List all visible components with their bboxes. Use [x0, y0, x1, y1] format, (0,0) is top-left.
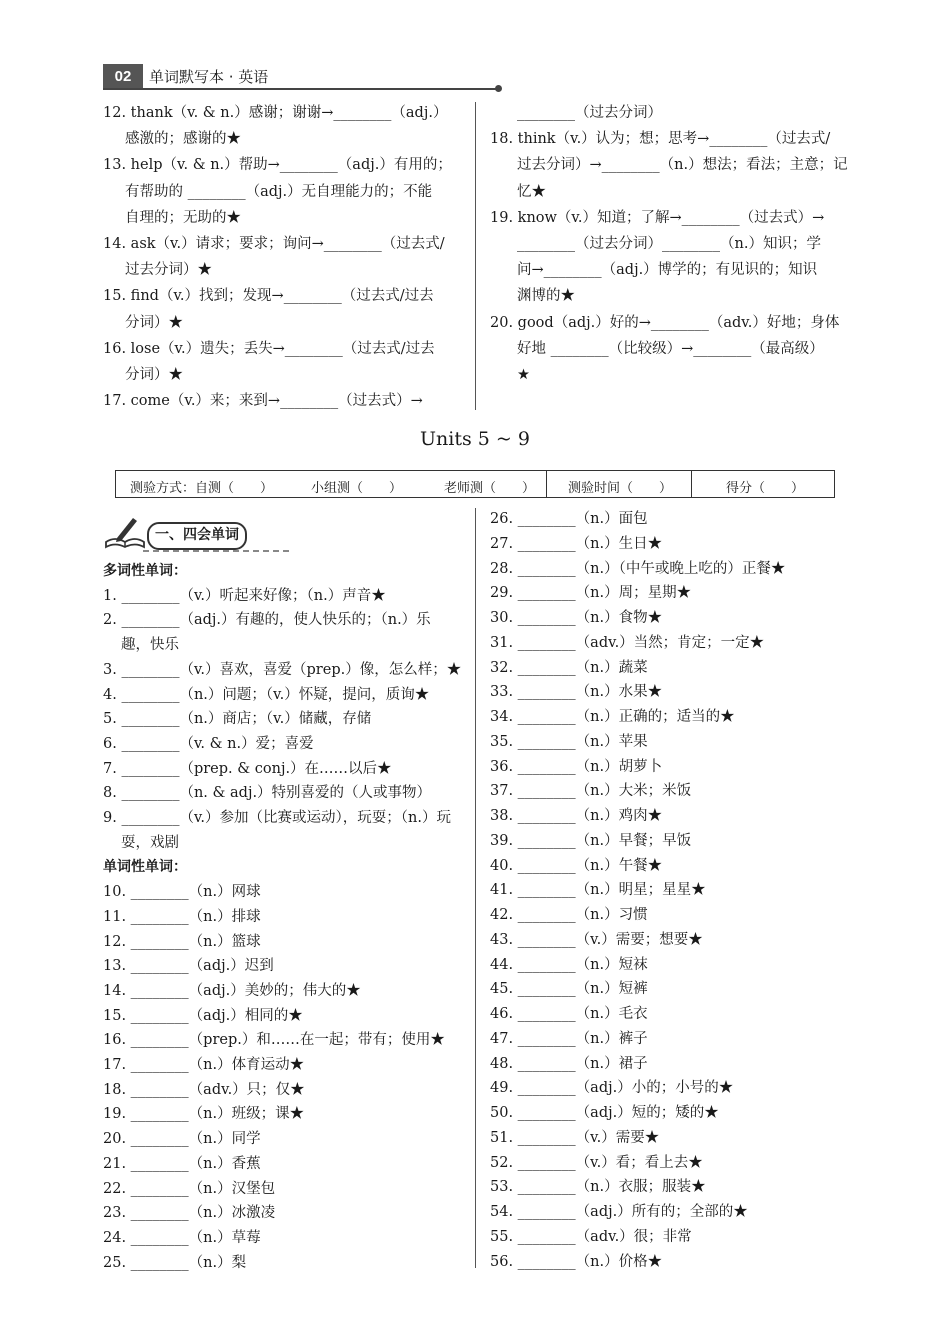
vocab-item: 10. ________（n.）网球 [103, 884, 261, 901]
book-pen-icon [103, 516, 149, 550]
vocab-item: 25. ________（n.）梨 [103, 1254, 247, 1271]
vocab-item: 51. ________（v.）需要★ [490, 1129, 660, 1146]
vocab-item: 41. ________（n.）明星；星星★ [490, 882, 706, 899]
vocab-line: 过去分词）→________（n.）想法；看法；主意；记 [517, 157, 848, 174]
vocab-line: 有帮助的 ________（adj.）无自理能力的；不能 [125, 183, 433, 200]
vocab-item: 42. ________（n.）习惯 [490, 907, 648, 923]
section-title: 一、四会单词 [147, 522, 247, 550]
vocab-item: 34. ________（n.）正确的；适当的★ [490, 709, 735, 725]
vocab-item: 53. ________（n.）衣服；服装★ [490, 1179, 706, 1196]
vocab-item: 27. ________（n.）生日★ [490, 535, 663, 552]
vocab-item: 32. ________（n.）蔬菜 [490, 659, 648, 676]
vocab-item: 21. ________（n.）香蕉 [103, 1155, 261, 1172]
book-title: 单词默写本 · 英语 [149, 68, 269, 86]
vocab-item: 40. ________（n.）午餐★ [490, 857, 663, 874]
vocab-line: ★ [517, 367, 530, 383]
vocab-line: 感激的；感谢的★ [125, 131, 241, 148]
multi-pos-heading: 多词性单词： [103, 563, 187, 579]
vocab-item: 39. ________（n.）早餐；早饭 [490, 832, 692, 849]
vocab-item: 35. ________（n.）苹果 [490, 733, 648, 750]
vocab-item: 15. ________（adj.）相同的★ [103, 1007, 303, 1024]
page-number: 02 [103, 64, 143, 88]
vocab-item: 28. ________（n.）（中午或晚上吃的）正餐★ [490, 560, 786, 577]
vocab-item: 18. ________（adv.）只；仅★ [103, 1081, 305, 1098]
vocab-item: 8. ________（n. & adj.）特别喜爱的（人或事物） [103, 785, 432, 802]
test-method-group: 小组测（ ） [311, 481, 403, 496]
vocab-item: 31. ________（adv.）当然；肯定；一定★ [490, 634, 765, 651]
section-heading [103, 516, 239, 554]
vocab-line: 17. come（v.）来；来到→________（过去式）→ [103, 393, 423, 410]
vocab-item: 44. ________（n.）短袜 [490, 956, 648, 973]
vocab-item: 56. ________（n.）价格★ [490, 1253, 663, 1270]
vocab-item: 45. ________（n.）短裤 [490, 981, 648, 998]
vocab-line: 分词）★ [125, 367, 183, 383]
vocab-item: 3. ________（v.）喜欢，喜爱（prep.）像，怎么样；★ [103, 661, 462, 678]
vocab-line: 19. know（v.）知道；了解→________（过去式）→ [490, 209, 825, 226]
header-rule-dot [495, 85, 502, 92]
vocab-item: 6. ________（v. & n.）爱；喜爱 [103, 735, 314, 752]
vocab-line: 13. help（v. & n.）帮助→________（adj.）有用的； [103, 157, 452, 174]
test-time: 测验时间（ ） [568, 481, 673, 496]
vocab-item: 55. ________（adv.）很；非常 [490, 1228, 692, 1245]
vocab-item: 37. ________（n.）大米；米饭 [490, 783, 692, 800]
column-divider-top [475, 102, 476, 410]
vocab-item: 43. ________（v.）需要；想要★ [490, 931, 703, 948]
vocab-item: 47. ________（n.）裤子 [490, 1030, 648, 1047]
vocab-item: 16. ________（prep.）和……在一起；带有；使用★ [103, 1032, 445, 1049]
vocab-item: 趣，快乐 [121, 637, 179, 654]
column-divider-bottom [475, 508, 476, 1268]
vocab-line: 20. good（adj.）好的→________（adv.）好地；身体 [490, 314, 840, 331]
test-method-teacher: 老师测（ ） [444, 481, 536, 496]
vocab-item: 50. ________（adj.）短的；矮的★ [490, 1105, 719, 1121]
vocab-line: 过去分词）★ [125, 262, 212, 279]
vocab-item: 38. ________（n.）鸡肉★ [490, 808, 663, 824]
vocab-item: 17. ________（n.）体育运动★ [103, 1057, 305, 1073]
vocab-item: 11. ________（n.）排球 [103, 908, 261, 925]
vocab-item: 14. ________（adj.）美妙的；伟大的★ [103, 982, 361, 999]
vocab-item: 46. ________（n.）毛衣 [490, 1006, 648, 1022]
vocab-item: 4. ________（n.）问题；（v.）怀疑，提问，质询★ [103, 686, 430, 703]
vocab-item: 52. ________（v.）看；看上去★ [490, 1154, 703, 1171]
vocab-item: 30. ________（n.）食物★ [490, 610, 663, 626]
vocab-line: 14. ask（v.）请求；要求；询问→________（过去式/ [103, 236, 445, 252]
vocab-item: 12. ________（n.）篮球 [103, 933, 261, 950]
vocab-item: 48. ________（n.）裙子 [490, 1055, 648, 1072]
vocab-item: 5. ________（n.）商店；（v.）储藏，存储 [103, 711, 372, 728]
single-pos-heading: 单词性单词： [103, 859, 187, 876]
vocab-line: 16. lose（v.）遗失；丢失→________（过去式/过去 [103, 340, 435, 357]
vocab-item: 24. ________（n.）草莓 [103, 1229, 261, 1246]
vocab-item: 23. ________（n.）冰激凌 [103, 1205, 276, 1222]
vocab-line: ________（过去分词） [517, 105, 662, 121]
vocab-item: 1. ________（v.）听起来好像；（n.）声音★ [103, 587, 386, 604]
test-method-self: 测验方式：自测（ ） [130, 481, 274, 496]
vocab-line: 忆★ [517, 183, 546, 200]
vocab-item: 19. ________（n.）班级；课★ [103, 1106, 305, 1123]
vocab-item: 33. ________（n.）水果★ [490, 684, 663, 701]
vocab-item: 20. ________（n.）同学 [103, 1131, 261, 1148]
vocab-item: 7. ________（prep. & conj.）在……以后★ [103, 760, 392, 777]
vocab-line: 渊博的★ [517, 288, 575, 305]
vocab-item: 耍，戏剧 [121, 834, 179, 851]
vocab-item: 26. ________（n.）面包 [490, 511, 648, 527]
vocab-line: 15. find（v.）找到；发现→________（过去式/过去 [103, 288, 434, 305]
vocab-item: 29. ________（n.）周；星期★ [490, 585, 692, 602]
test-info-box [115, 470, 835, 498]
vocab-line: ________（过去分词）________（n.）知识；学 [517, 236, 821, 252]
vocab-item: 2. ________（adj.）有趣的，使人快乐的；（n.）乐 [103, 612, 431, 629]
vocab-line: 好地 ________（比较级）→________（最高级） [517, 340, 824, 357]
vocab-line: 问→________（adj.）博学的；有见识的；知识 [517, 262, 818, 279]
vocab-item: 49. ________（adj.）小的；小号的★ [490, 1080, 734, 1097]
vocab-line: 自理的；无助的★ [125, 209, 241, 226]
test-score: 得分（ ） [726, 481, 805, 496]
vocab-line: 分词）★ [125, 314, 183, 331]
vocab-item: 22. ________（n.）汉堡包 [103, 1180, 276, 1197]
vocab-item: 13. ________（adj.）迟到 [103, 958, 274, 975]
vocab-line: 12. thank（v. & n.）感谢；谢谢→________（adj.） [103, 105, 448, 121]
header-rule [103, 88, 498, 90]
units-title: Units 5 ~ 9 [420, 428, 530, 450]
vocab-item: 9. ________（v.）参加（比赛或运动），玩耍；（n.）玩 [103, 810, 451, 826]
vocab-line: 18. think（v.）认为；想；思考→________（过去式/ [490, 131, 831, 148]
vocab-item: 54. ________（adj.）所有的；全部的★ [490, 1204, 748, 1220]
vocab-item: 36. ________（n.）胡萝卜 [490, 758, 663, 775]
